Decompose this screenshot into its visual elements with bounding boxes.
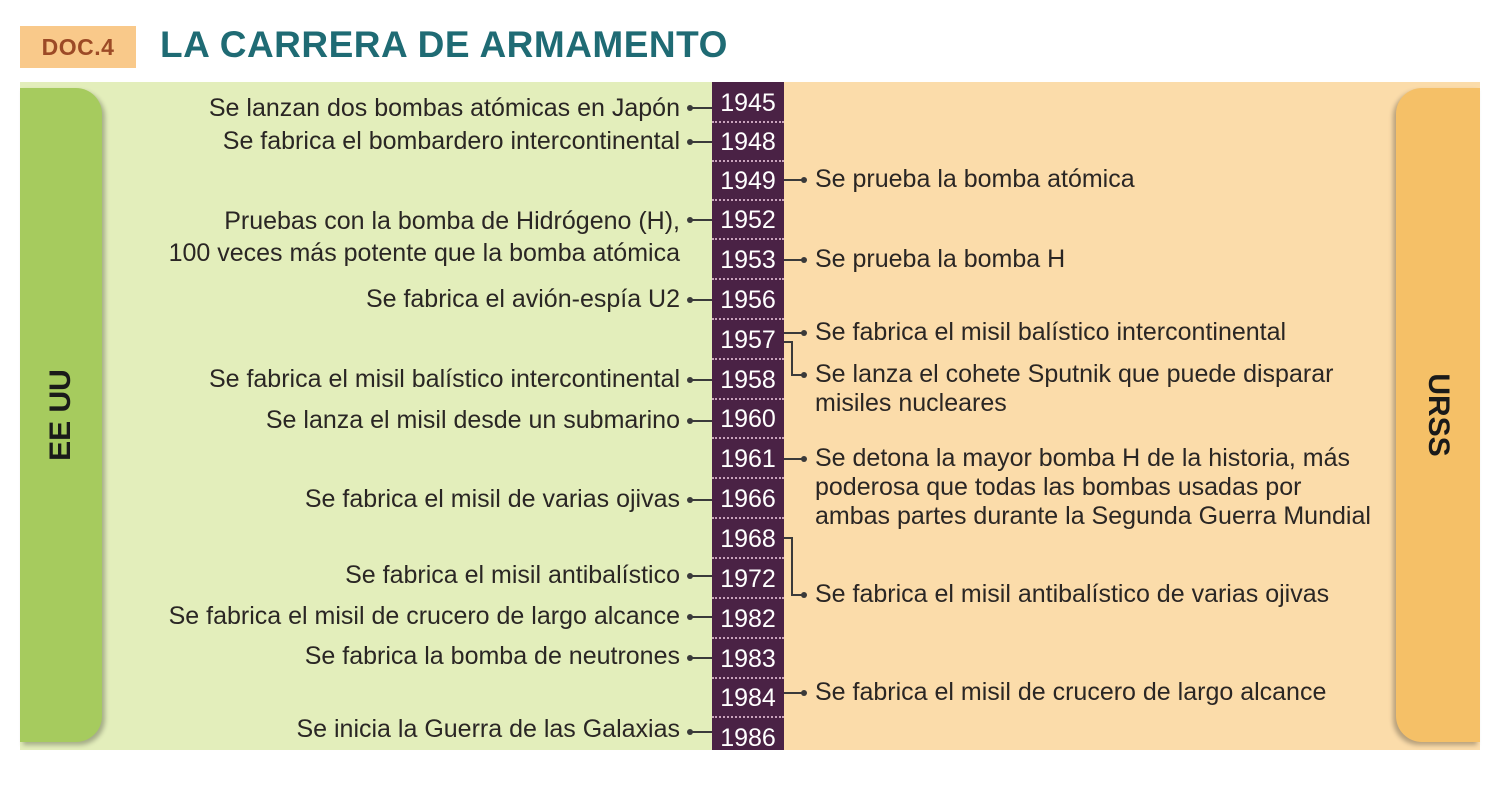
eeuu-event-1945: Se lanzan dos bombas atómicas en Japón (208, 94, 680, 122)
connector-line (690, 616, 712, 618)
connector-dot (801, 690, 807, 696)
urss-event-1961-line3: ambas partes durante la Segunda Guerra Mundial (815, 502, 1371, 530)
year-1961: 1961 (720, 445, 776, 473)
connector-line (791, 537, 793, 595)
year-1968: 1968 (720, 525, 776, 553)
eeuu-event-1952-line2: 100 veces más potente que la bomba atómica (168, 239, 680, 267)
year-1953: 1953 (720, 246, 776, 274)
year-1952: 1952 (720, 206, 776, 234)
connector-line (690, 657, 712, 659)
year-1960: 1960 (720, 405, 776, 433)
eeuu-event-1948: Se fabrica el bombardero intercontinental (222, 127, 680, 155)
urss-tab (1396, 88, 1480, 742)
urss-event-1953: Se prueba la bomba H (815, 245, 1066, 273)
urss-event-1961-line2: poderosa que todas las bombas usadas por (815, 473, 1302, 501)
connector-dot (801, 456, 807, 462)
year-1986: 1986 (720, 724, 776, 752)
year-1948: 1948 (720, 128, 776, 156)
connector-line (791, 341, 793, 375)
eeuu-event-1956: Se fabrica el avión-espía U2 (365, 285, 680, 313)
eeuu-tab (20, 88, 102, 742)
year-1982: 1982 (720, 605, 776, 633)
connector-dot (801, 372, 807, 378)
year-1984: 1984 (720, 684, 776, 712)
connector-dot (801, 592, 807, 598)
year-1949: 1949 (720, 167, 776, 195)
connector-line (690, 219, 712, 221)
eeuu-event-1966: Se fabrica el misil de varias ojivas (304, 485, 680, 513)
page-title: LA CARRERA DE ARMAMENTO (160, 24, 728, 65)
urss-event-1968: Se fabrica el misil antibalístico de varias ojivas (815, 580, 1330, 608)
connector-dot (801, 257, 807, 263)
year-1983: 1983 (720, 645, 776, 673)
eeuu-event-1960: Se lanza el misil desde un submarino (265, 406, 680, 434)
eeuu-event-1983: Se fabrica la bomba de neutrones (304, 642, 680, 670)
urss-event-1984: Se fabrica el misil de crucero de largo alcance (815, 678, 1327, 706)
eeuu-event-1972: Se fabrica el misil antibalístico (345, 561, 680, 589)
year-1957: 1957 (720, 326, 776, 354)
connector-line (690, 379, 712, 381)
eeuu-event-1958: Se fabrica el misil balístico intercontinental (208, 365, 680, 393)
urss-event-1957-icbm: Se fabrica el misil balístico intercontinental (815, 318, 1287, 346)
connector-line (690, 299, 712, 301)
year-1972: 1972 (720, 565, 776, 593)
year-1958: 1958 (720, 366, 776, 394)
eeuu-event-1986: Se inicia la Guerra de las Galaxias (296, 715, 680, 743)
eeuu-event-1982: Se fabrica el misil de crucero de largo alcance (168, 602, 680, 630)
connector-line (690, 499, 712, 501)
connector-line (690, 420, 712, 422)
connector-dot (801, 330, 807, 336)
connector-line (690, 141, 712, 143)
year-1966: 1966 (720, 485, 776, 513)
connector-line (690, 575, 712, 577)
connector-line (690, 107, 712, 109)
urss-event-1957-sputnik-line2: misiles nucleares (815, 389, 1007, 417)
doc-badge: DOC.4 (20, 26, 136, 68)
year-1956: 1956 (720, 286, 776, 314)
connector-line (690, 731, 712, 733)
connector-dot (801, 177, 807, 183)
year-1945: 1945 (720, 89, 776, 117)
urss-event-1957-sputnik-line1: Se lanza el cohete Sputnik que puede disparar (815, 360, 1334, 388)
urss-event-1961-line1: Se detona la mayor bomba H de la historia, más (815, 444, 1350, 472)
urss-event-1949: Se prueba la bomba atómica (815, 165, 1135, 193)
eeuu-event-1952-line1: Pruebas con la bomba de Hidrógeno (H), (224, 207, 680, 235)
urss-label: URSS (1422, 373, 1455, 457)
eeuu-label: EE UU (44, 369, 77, 461)
